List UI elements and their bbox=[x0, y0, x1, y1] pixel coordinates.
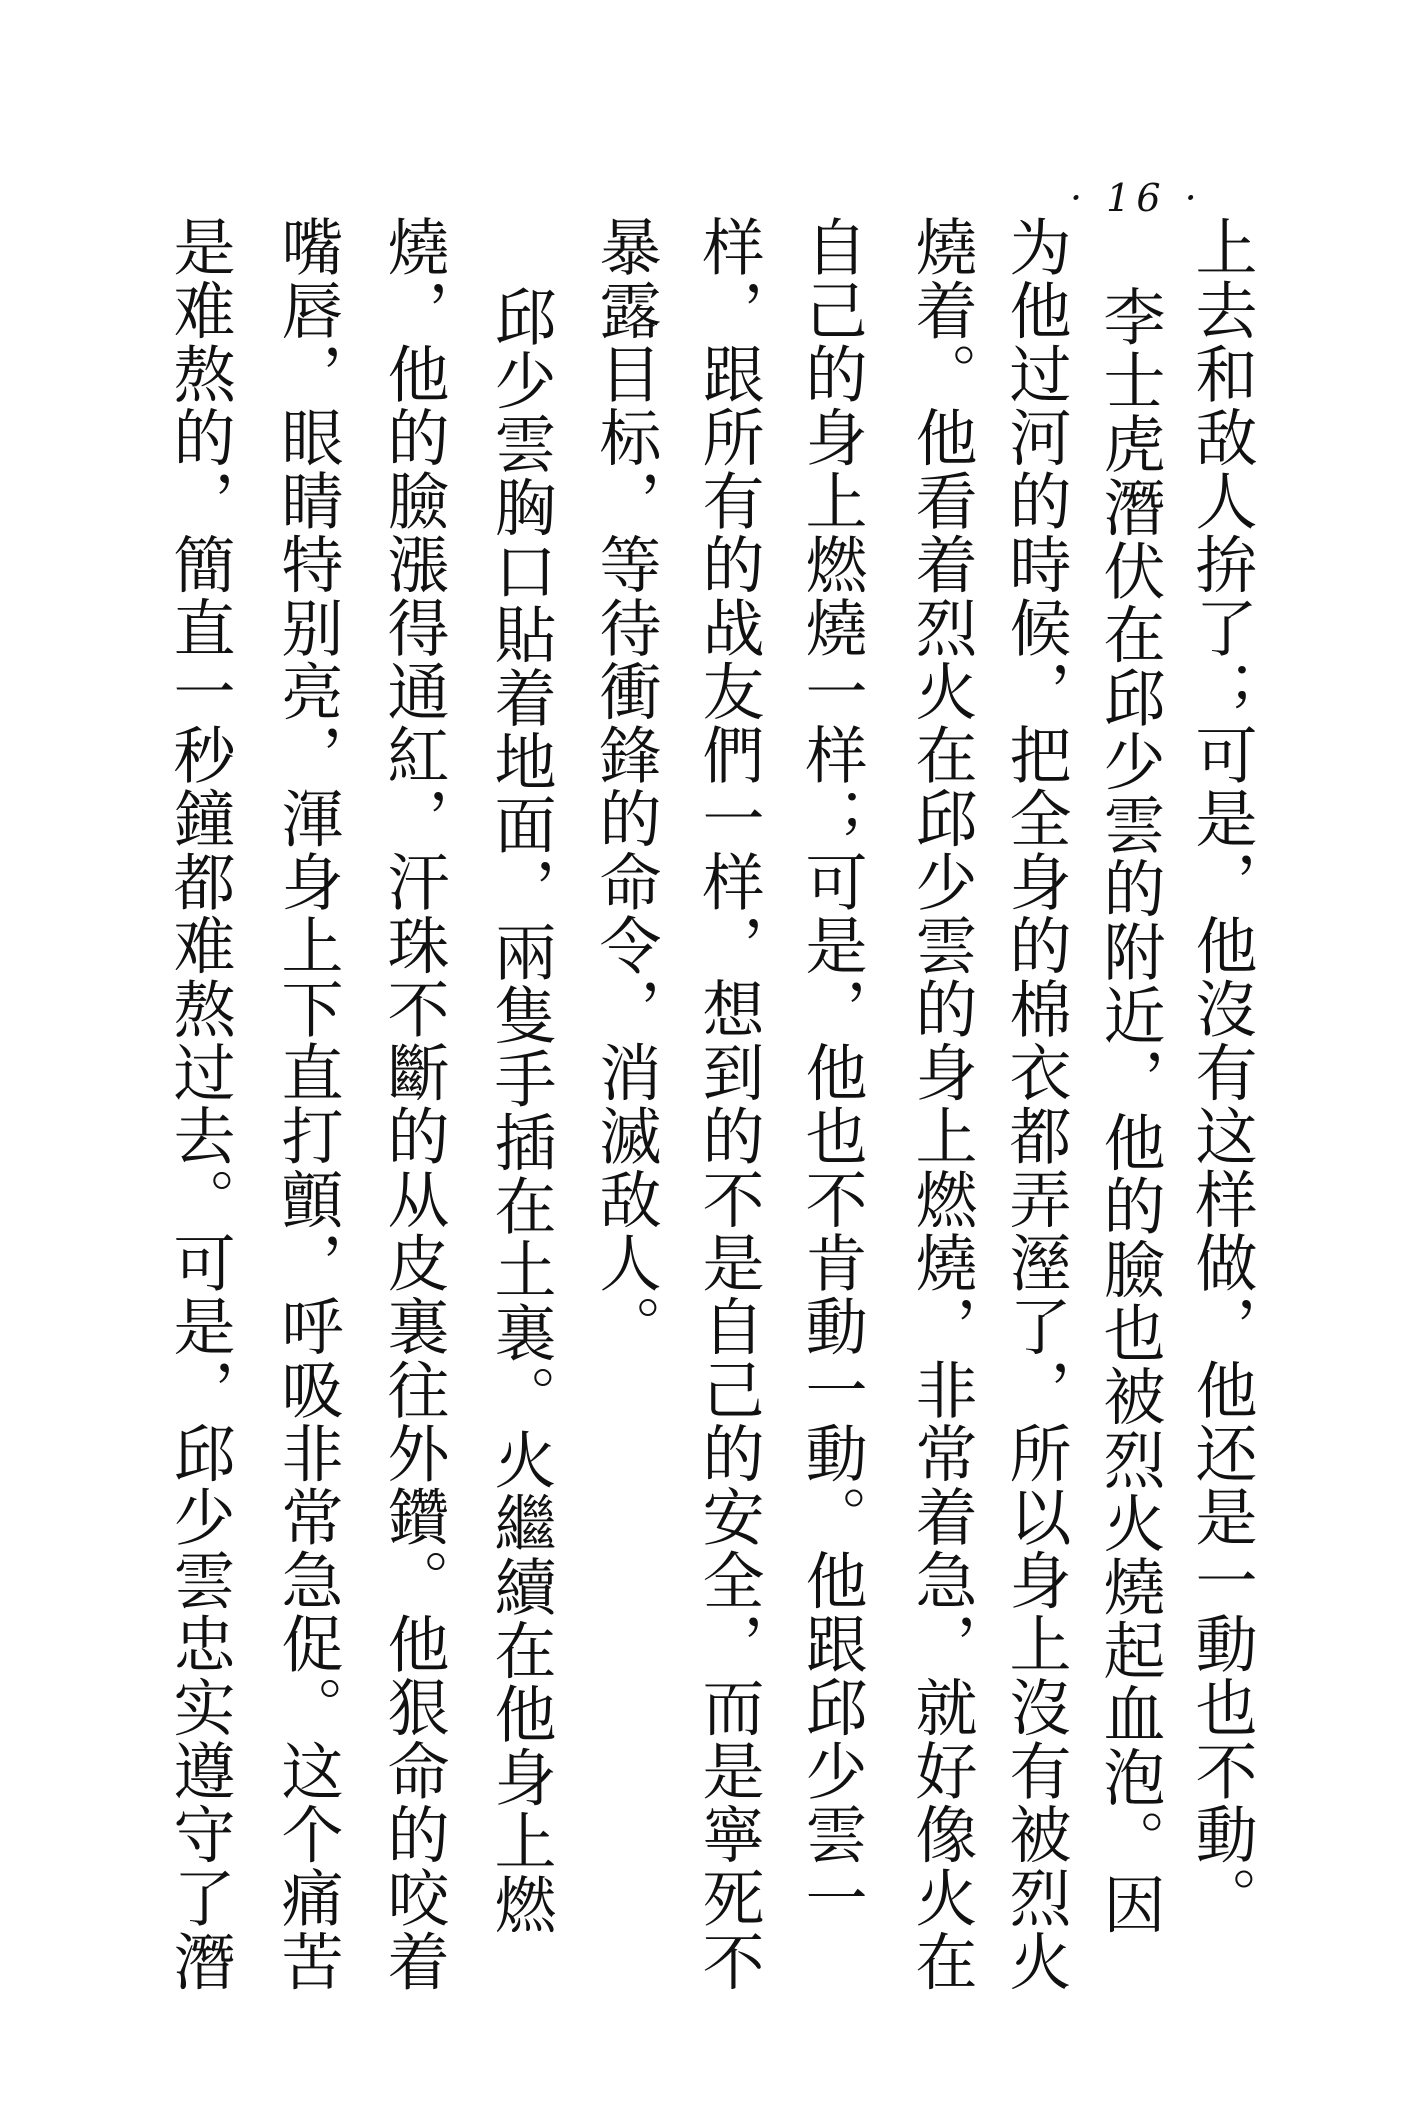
text-column-8: 邱少雲胸口貼着地面，兩隻手插在土裏。火繼續在他身上燃 bbox=[484, 285, 557, 1936]
text-column-7: 暴露目标，等待衝鋒的命令，消滅敌人。 bbox=[589, 215, 662, 1358]
text-column-4: 燒着。他看着烈火在邱少雲的身上燃燒，非常着急，就好像火在 bbox=[905, 215, 978, 1993]
text-column-5: 自己的身上燃燒一样；可是，他也不肯動一動。他跟邱少雲一 bbox=[795, 215, 868, 1930]
text-column-6: 样，跟所有的战友們一样，想到的不是自己的安全，而是寧死不 bbox=[692, 215, 765, 1993]
text-column-3: 为他过河的時候，把全身的棉衣都弄溼了，所以身上沒有被烈火 bbox=[999, 215, 1072, 1993]
text-column-11: 是难熬的，簡直一秒鐘都难熬过去。可是，邱少雲忠实遵守了潛 bbox=[163, 215, 236, 1993]
text-column-1: 上去和敌人拚了；可是，他沒有这样做，他还是一動也不動。 bbox=[1185, 215, 1258, 1930]
text-column-2: 李士虎潛伏在邱少雲的附近，他的臉也被烈火燒起血泡。因 bbox=[1093, 285, 1166, 1936]
page-number: · 16 · bbox=[1070, 176, 1203, 220]
text-column-10: 嘴唇，眼睛特别亮，渾身上下直打顫，呼吸非常急促。这个痛苦 bbox=[271, 215, 344, 1993]
text-column-9: 燒，他的臉漲得通紅，汗珠不斷的从皮裏往外鑽。他狠命的咬着 bbox=[377, 215, 450, 1993]
